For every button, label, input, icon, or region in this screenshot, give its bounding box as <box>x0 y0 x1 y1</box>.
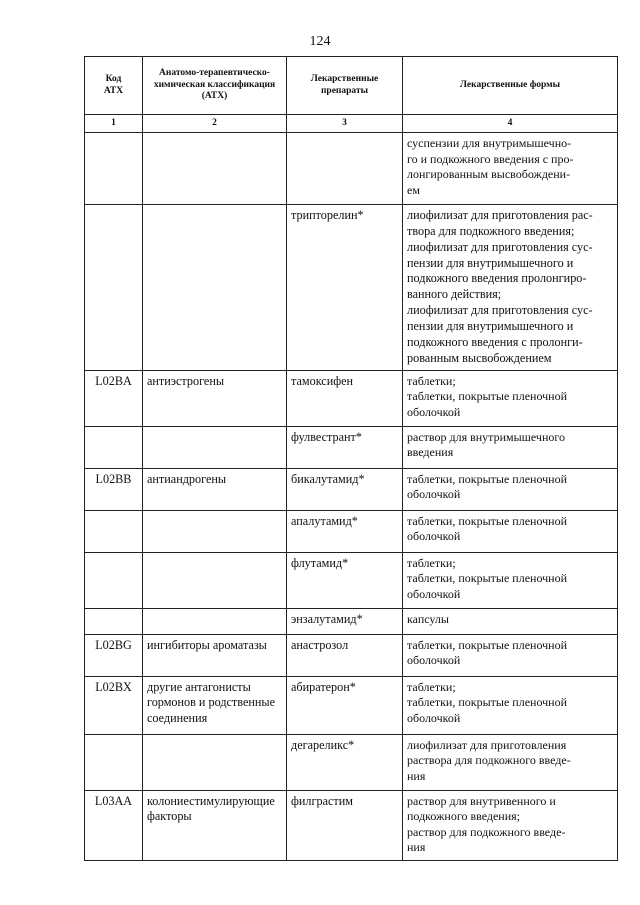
classification-cell: антиандрогены <box>143 468 287 510</box>
forms-cell: раствор для внутривенного и подкожного введения; раствор для подкожного введе- ния <box>403 790 618 860</box>
table-row <box>85 552 618 608</box>
table-row <box>85 426 618 468</box>
atx-code-cell <box>85 608 143 634</box>
forms-cell: таблетки, покрытые пленочной оболочкой <box>403 510 618 552</box>
forms-cell: раствор для внутримышечного введения <box>403 426 618 468</box>
table-row <box>85 510 618 552</box>
classification-cell <box>143 426 287 468</box>
atx-code-cell <box>85 552 143 608</box>
classification-cell: другие антагонисты гормонов и родственные соединения <box>143 676 287 734</box>
table-row <box>85 133 618 205</box>
header-atx-code: Код АТХ <box>85 57 143 115</box>
atx-code-cell: L02BX <box>85 676 143 734</box>
drug-cell: тамоксифен <box>287 370 403 426</box>
forms-cell: таблетки; таблетки, покрытые пленочной оболочкой <box>403 370 618 426</box>
page-number: 124 <box>309 34 331 49</box>
atx-code-cell <box>85 426 143 468</box>
header-forms: Лекарственные формы <box>403 57 618 115</box>
classification-cell <box>143 510 287 552</box>
drug-cell: энзалутамид* <box>287 608 403 634</box>
atx-code-cell <box>85 510 143 552</box>
drug-cell <box>287 133 403 205</box>
table-row <box>85 468 618 510</box>
column-number: 1 <box>85 115 143 133</box>
table-row <box>85 676 618 734</box>
atx-code-cell: L03AA <box>85 790 143 860</box>
forms-cell: таблетки, покрытые пленочной оболочкой <box>403 468 618 510</box>
table-row <box>85 370 618 426</box>
classification-cell <box>143 734 287 790</box>
forms-cell: суспензии для внутримышечно- го и подкожного введения с про- лонгированным высвобождени- ем <box>403 133 618 205</box>
classification-cell: антиэстрогены <box>143 370 287 426</box>
table-row <box>85 634 618 676</box>
forms-cell: таблетки, покрытые пленочной оболочкой <box>403 634 618 676</box>
table-row <box>85 608 618 634</box>
drug-cell: бикалутамид* <box>287 468 403 510</box>
drug-cell: трипторелин* <box>287 205 403 371</box>
forms-cell: таблетки; таблетки, покрытые пленочной оболочкой <box>403 676 618 734</box>
table-row <box>85 734 618 790</box>
atx-drug-table <box>84 56 618 861</box>
header-classification: Анатомо-терапевтическо-химическая классификация (АТХ) <box>143 57 287 115</box>
atx-code-cell <box>85 133 143 205</box>
classification-cell <box>143 552 287 608</box>
forms-cell: таблетки; таблетки, покрытые пленочной оболочкой <box>403 552 618 608</box>
drug-cell: апалутамид* <box>287 510 403 552</box>
column-number: 3 <box>287 115 403 133</box>
column-number: 4 <box>403 115 618 133</box>
table-header-row <box>85 57 618 115</box>
atx-code-cell: L02BA <box>85 370 143 426</box>
atx-code-cell: L02BB <box>85 468 143 510</box>
classification-cell: ингибиторы ароматазы <box>143 634 287 676</box>
drug-cell: филграстим <box>287 790 403 860</box>
forms-cell: лиофилизат для приготовления рас- твора для подкожного введения; лиофилизат для приготовления сус- пензии для внутримышечного и подкожного введения пролонгиро- ванного действия; лиофилизат для приготовления сус- пензии для внутримышечного и подкожного введения с пролонги- рованным высвобождением <box>403 205 618 371</box>
classification-cell <box>143 608 287 634</box>
atx-code-cell <box>85 205 143 371</box>
drug-cell: анастрозол <box>287 634 403 676</box>
drug-cell: абиратерон* <box>287 676 403 734</box>
table-row <box>85 790 618 860</box>
drug-cell: фулвестрант* <box>287 426 403 468</box>
forms-cell: лиофилизат для приготовления раствора для подкожного введе- ния <box>403 734 618 790</box>
classification-cell <box>143 133 287 205</box>
drug-cell: дегареликс* <box>287 734 403 790</box>
header-drugs: Лекарственные препараты <box>287 57 403 115</box>
column-number: 2 <box>143 115 287 133</box>
forms-cell: капсулы <box>403 608 618 634</box>
drug-cell: флутамид* <box>287 552 403 608</box>
table-row <box>85 205 618 371</box>
column-number-row <box>85 115 618 133</box>
atx-code-cell: L02BG <box>85 634 143 676</box>
classification-cell: колониестимулирующие факторы <box>143 790 287 860</box>
atx-code-cell <box>85 734 143 790</box>
classification-cell <box>143 205 287 371</box>
